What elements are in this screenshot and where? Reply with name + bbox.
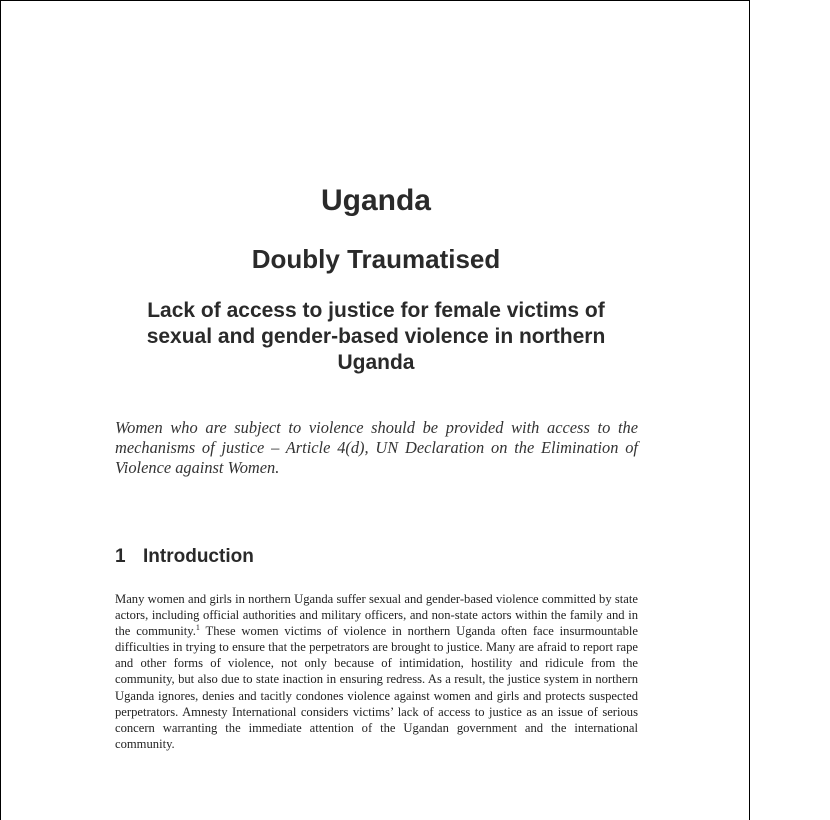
document-subheading: Lack of access to justice for female victims of sexual and gender-based violence in northern Uganda	[146, 299, 606, 374]
section-heading	[115, 545, 254, 569]
footnote-reference[interactable]: 1	[195, 623, 200, 632]
epigraph-quote: Women who are subject to violence should be provided with access to the mechanisms of justice – Article 4(d), UN Declaration on the Elimination of Violence against Women.	[115, 418, 638, 477]
paragraph-part-1: Many women and girls in northern Uganda suffer sexual and gender-based violence committed by state actors, including official authorities and military officers, and non-state actors within the family and in the community.	[115, 592, 638, 639]
body-paragraph	[115, 591, 638, 752]
paragraph-part-2: These women victims of violence in northern Uganda often face insurmountable difficulties in trying to ensure that the perpetrators are brought to justice. Many are afraid to report rape and other forms of violence, not only because of intimidation, hostility and ridicule from the community, but also due to state inaction in ensuring redress. As a result, the justice system in northern Uganda ignores, denies and tacitly condones violence against women and girls and protects suspected perpetrators. Amnesty International considers victims’ lack of access to justice as an issue of serious concern warranting the immediate attention of the Ugandan government and the international community.	[115, 624, 639, 751]
section-title: Introduction	[143, 546, 254, 567]
document-subtitle: Doubly Traumatised	[251, 244, 501, 274]
section-number: 1	[115, 546, 126, 567]
document-title: Uganda	[320, 184, 431, 217]
